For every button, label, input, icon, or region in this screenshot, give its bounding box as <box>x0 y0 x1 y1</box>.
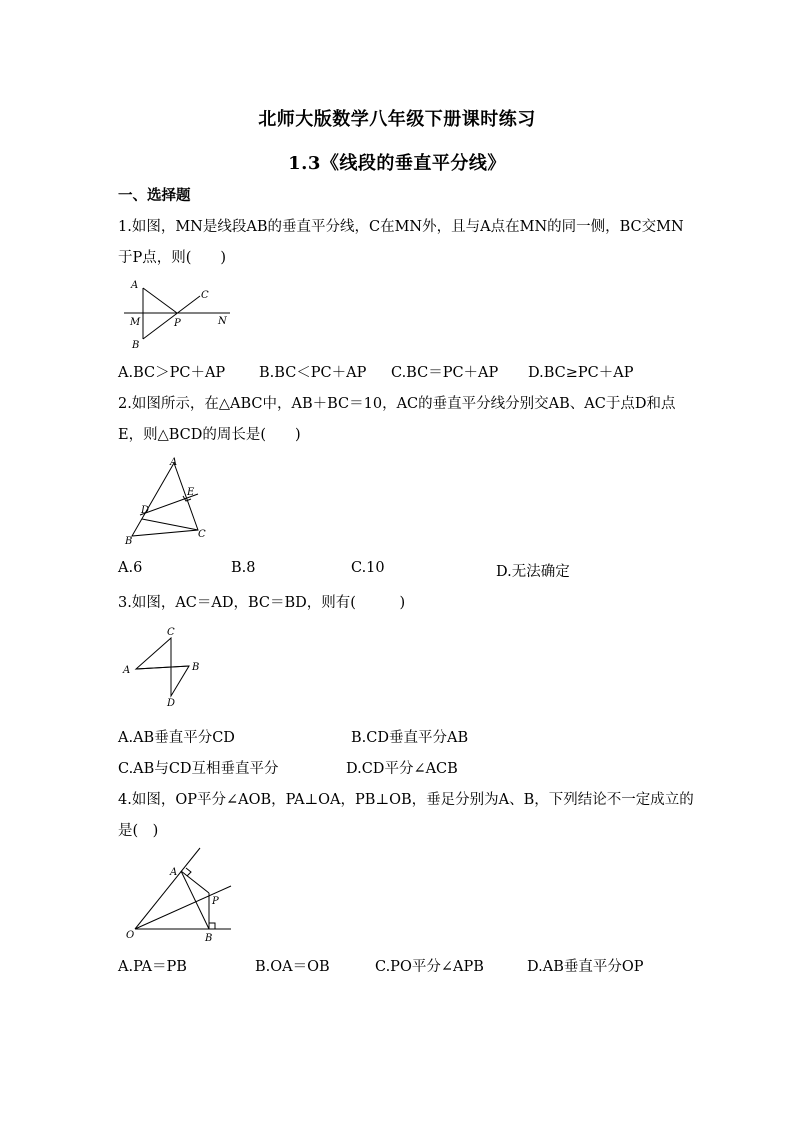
question-2-option-c: C.10 <box>351 560 385 576</box>
question-2-option-a: A.6 <box>118 560 143 576</box>
question-1-option-d: D.BC≥PC＋AP <box>528 365 634 381</box>
question-3-option-d: D.CD平分∠ACB <box>346 761 458 777</box>
question-4-option-b: B.OA＝OB <box>255 959 330 975</box>
right-angle-mark-a <box>186 868 191 876</box>
question-3-option-b: B.CD垂直平分AB <box>351 730 469 746</box>
question-2-option-d: D.无法确定 <box>496 564 570 580</box>
label-b: B <box>192 662 200 673</box>
question-2-option-b: B.8 <box>231 560 256 576</box>
label-p: P <box>212 896 219 907</box>
segment-ab <box>136 666 189 669</box>
question-2-text-line2: E，则△BCD的周长是( ) <box>118 427 301 443</box>
question-4-text-line1: 4.如图，OP平分∠AOB，PA⊥OA，PB⊥OB，垂足分别为A、B，下列结论不一定成立的 <box>118 792 694 808</box>
ray-oa <box>135 848 200 929</box>
label-p: P <box>174 318 181 329</box>
label-c: C <box>201 290 209 301</box>
page-title: 北师大版数学八年级下册课时练习 <box>258 109 536 130</box>
label-a: A <box>170 867 178 878</box>
bisector-op <box>135 886 231 929</box>
label-n: N <box>218 316 227 327</box>
segment-ab <box>181 871 209 929</box>
label-m: M <box>130 317 141 328</box>
question-3-figure <box>118 624 218 710</box>
label-c: C <box>198 529 206 540</box>
label-c: C <box>167 627 175 638</box>
right-angle-mark-b <box>209 923 215 929</box>
question-4-option-c: C.PO平分∠APB <box>375 959 484 975</box>
question-4-option-d: D.AB垂直平分OP <box>527 959 644 975</box>
segment-ap <box>143 288 177 313</box>
question-1-text-line1: 1.如图，MN是线段AB的垂直平分线，C在MN外，且与A点在MN的同一侧，BC交MN <box>118 219 684 235</box>
question-1-text-line2: 于P点，则( ) <box>118 250 227 266</box>
page-subtitle: 1.3《线段的垂直平分线》 <box>288 153 506 174</box>
question-1-option-a: A.BC＞PC＋AP <box>118 365 226 381</box>
label-a: A <box>170 457 178 468</box>
question-1-figure <box>118 276 248 352</box>
question-4-option-a: A.PA＝PB <box>118 959 187 975</box>
question-3-text: 3.如图，AC＝AD，BC＝BD，则有( ) <box>118 595 406 611</box>
question-3-option-c: C.AB与CD互相垂直平分 <box>118 761 279 777</box>
label-d: D <box>167 698 176 709</box>
segment-pa <box>181 871 209 893</box>
label-a: A <box>123 665 131 676</box>
label-d: D <box>141 505 150 516</box>
question-4-figure <box>118 845 238 945</box>
question-1-option-c: C.BC＝PC＋AP <box>391 365 499 381</box>
section-heading: 一、选择题 <box>118 187 191 204</box>
segment-dc <box>142 519 198 530</box>
label-e: E <box>187 487 195 498</box>
segment-bc <box>143 296 200 339</box>
triangle-abc <box>132 463 198 536</box>
label-a: A <box>131 280 139 291</box>
question-2-figure <box>118 453 228 547</box>
label-b: B <box>125 536 133 547</box>
label-o: O <box>126 930 135 941</box>
question-4-text-line2: 是( ) <box>118 823 159 839</box>
question-3-option-a: A.AB垂直平分CD <box>118 730 235 746</box>
label-b: B <box>132 340 140 351</box>
label-b: B <box>205 933 213 944</box>
question-1-option-b: B.BC＜PC＋AP <box>259 365 367 381</box>
question-2-text-line1: 2.如图所示，在△ABC中，AB＋BC＝10，AC的垂直平分线分别交AB、AC于点D和点 <box>118 396 676 412</box>
